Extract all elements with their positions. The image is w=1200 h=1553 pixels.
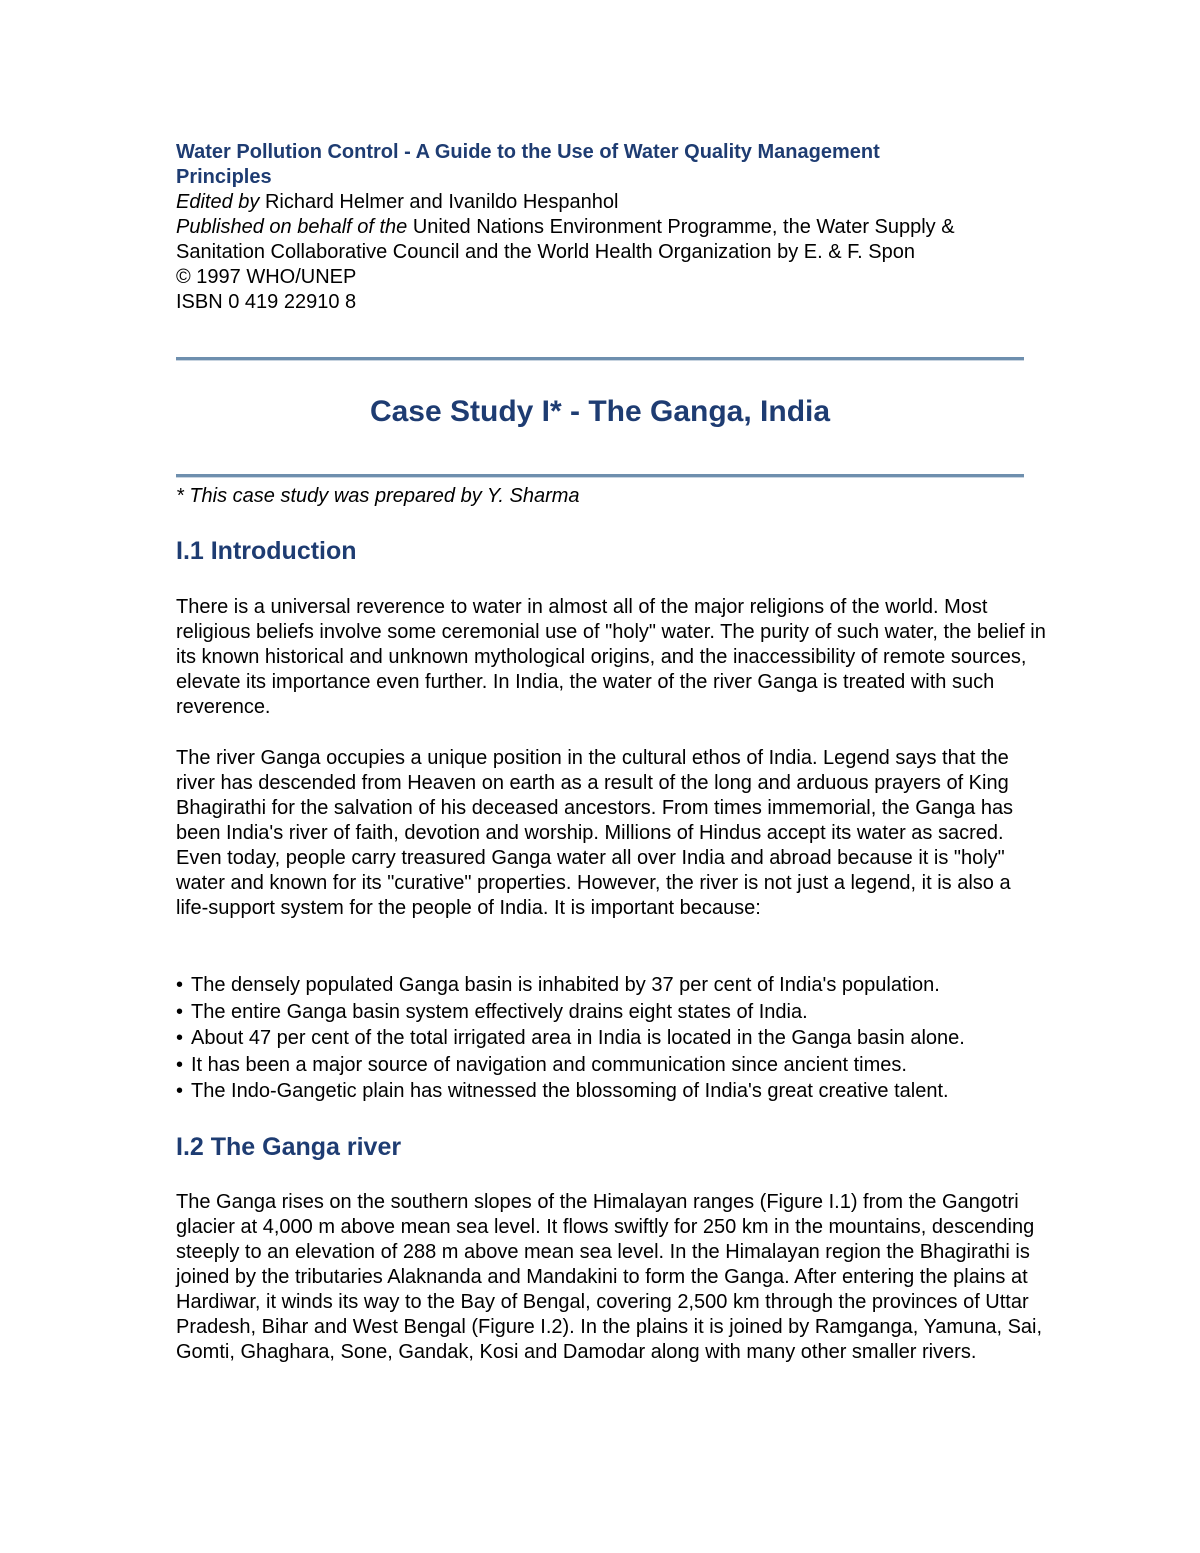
section-heading-introduction: I.1 Introduction: [176, 537, 357, 565]
river-paragraph-1: The Ganga rises on the southern slopes of the Himalayan ranges (Figure I.1) from the Gangotri glacier at 4,000 m above mean sea level. It flows swiftly for 250 km in the mountains, descending steeply to an elevation of 288 m above mean sea level. In the Himalayan region the Bhagirathi is joined by the tributaries Alaknanda and Mandakini to form the Ganga. After entering the plains at Hardiwar, it winds its way to the Bay of Bengal, covering 2,500 km through the provinces of Uttar Pradesh, Bihar and West Bengal (Figure I.2). In the plains it is joined by Ramganga, Yamuna, Sai, Gomti, Ghaghara, Sone, Gandak, Kosi and Damodar along with many other smaller rivers.: [176, 1191, 1043, 1363]
bullet-icon: •: [176, 1000, 184, 1023]
author-note: * This case study was prepared by Y. Sharma: [176, 485, 580, 507]
list-item: • The Indo-Gangetic plain has witnessed the blossoming of India's great creative talent.: [176, 1078, 965, 1105]
published-line1: United Nations Environment Programme, the Water Supply &: [412, 216, 955, 238]
top-divider: [176, 357, 1024, 361]
bullet-icon: •: [176, 974, 184, 996]
intro-paragraph-1: There is a universal reverence to water in almost all of the major religions of the world. Most religious beliefs involve some ceremonial use of "holy" water. The purity of such water, the belief in its known historical and unknown mythological origins, and the inaccessibility of remote sources, elevate its importance even further. In India, the water of the river Ganga is treated with such reverence.: [176, 596, 1046, 718]
case-study-title: Case Study I* - The Ganga, India: [369, 395, 831, 428]
isbn: ISBN 0 419 22910 8: [176, 291, 357, 313]
editors-line: [176, 190, 1046, 215]
copyright: © 1997 WHO/UNEP: [176, 266, 357, 288]
list-item: • The entire Ganga basin system effectively drains eight states of India.: [176, 999, 965, 1026]
published-prefix: Published on behalf of the: [176, 216, 408, 238]
bullet-icon: •: [176, 1080, 184, 1102]
importance-list: [176, 972, 965, 1105]
edited-prefix: Edited by: [176, 191, 260, 213]
section-heading-ganga-river: I.2 The Ganga river: [176, 1133, 402, 1161]
bullet-icon: •: [176, 1027, 184, 1049]
published-line-2: Sanitation Collaborative Council and the World Health Organization by E. & F. Spon: [176, 241, 915, 263]
publication-header: [176, 140, 1046, 315]
bullet-icon: •: [176, 1053, 184, 1076]
intro-paragraph-2: The river Ganga occupies a unique position in the cultural ethos of India. Legend says that the river has descended from Heaven on earth as a result of the long and arduous prayers of King Bhagirathi for the salvation of his deceased ancestors. From times immemorial, the Ganga has been India's river of faith, devotion and worship. Millions of Hindus accept its water as sacred. Even today, people carry treasured Ganga water all over India and abroad because it is "holy" water and known for its "curative" properties. However, the river is not just a legend, it is also a life-support system for the people of India. It is important because:: [176, 747, 1014, 919]
list-item: • It has been a major source of navigation and communication since ancient times.: [176, 1052, 965, 1079]
list-item: • About 47 per cent of the total irrigated area in India is located in the Ganga basin alone.: [176, 1025, 965, 1052]
list-item: • The densely populated Ganga basin is inhabited by 37 per cent of India's population.: [176, 972, 965, 999]
editors: Richard Helmer and Ivanildo Hespanhol: [264, 191, 619, 213]
bottom-divider: [176, 474, 1024, 478]
book-title: Water Pollution Control - A Guide to the Use of Water Quality Management Principles: [176, 141, 880, 188]
published-line: [176, 215, 1046, 240]
